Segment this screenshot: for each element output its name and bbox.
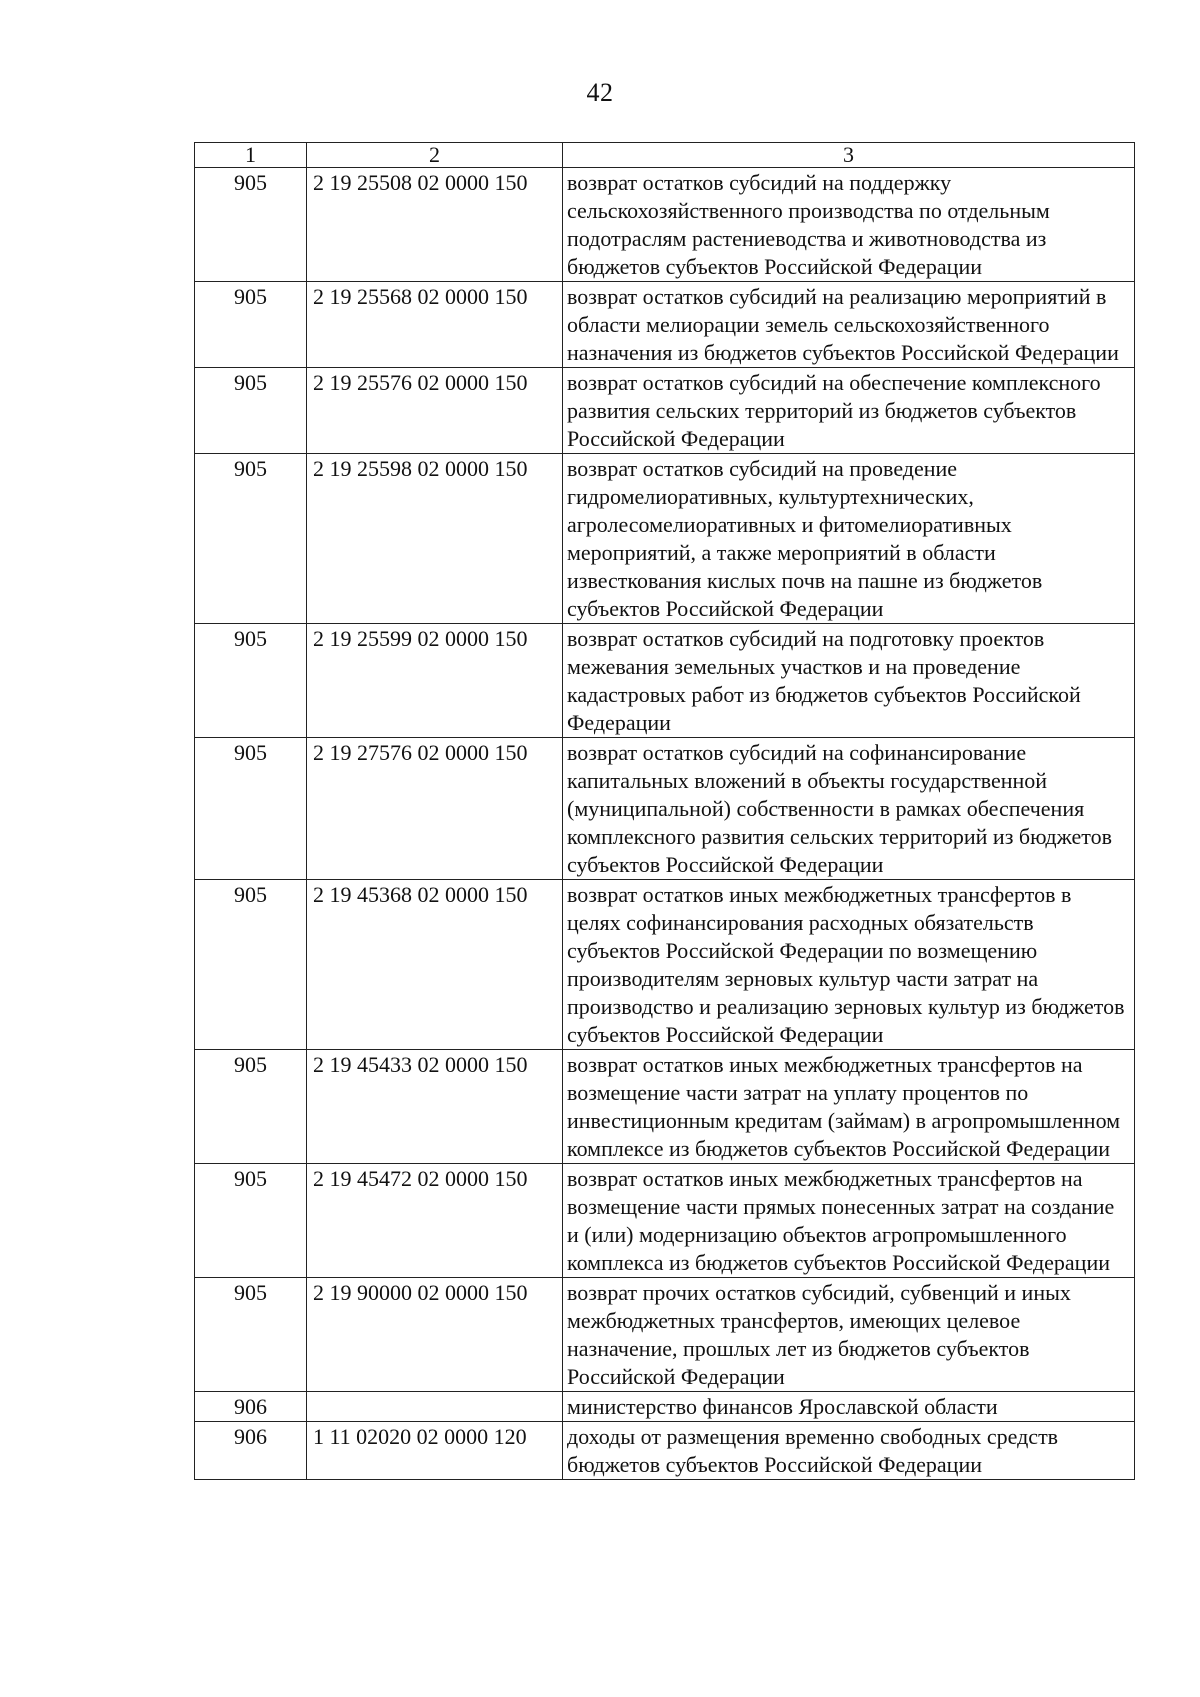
admin-code-cell: 905 bbox=[195, 624, 307, 738]
description-cell: возврат прочих остатков субсидий, субвенций и иных межбюджетных трансфертов, имеющих целевое назначение, прошлых лет из бюджетов субъектов Российской Федерации bbox=[563, 1278, 1135, 1392]
budget-code-cell: 2 19 45472 02 0000 150 bbox=[307, 1164, 563, 1278]
table-row bbox=[195, 1422, 1135, 1480]
admin-code-cell: 905 bbox=[195, 1050, 307, 1164]
budget-code-cell: 1 11 02020 02 0000 120 bbox=[307, 1422, 563, 1480]
table-row bbox=[195, 1392, 1135, 1422]
page-number: 42 bbox=[586, 78, 614, 107]
table-row bbox=[195, 880, 1135, 1050]
budget-codes-table-container bbox=[194, 142, 1134, 1480]
description-cell: возврат остатков субсидий на поддержку сельскохозяйственного производства по отдельным подотраслям растениеводства и животноводства из бюджетов субъектов Российской Федерации bbox=[563, 168, 1135, 282]
description-cell: возврат остатков субсидий на подготовку проектов межевания земельных участков и на проведение кадастровых работ из бюджетов субъектов Российской Федерации bbox=[563, 624, 1135, 738]
table-row bbox=[195, 624, 1135, 738]
admin-code-cell: 905 bbox=[195, 168, 307, 282]
admin-code-cell: 905 bbox=[195, 1164, 307, 1278]
description-cell: возврат остатков иных межбюджетных трансфертов на возмещение части прямых понесенных затрат на создание и (или) модернизацию объектов агропромышленного комплекса из бюджетов субъектов Российской Федерации bbox=[563, 1164, 1135, 1278]
table-header-row bbox=[195, 143, 1135, 168]
budget-code-cell: 2 19 45433 02 0000 150 bbox=[307, 1050, 563, 1164]
admin-code-cell: 905 bbox=[195, 1278, 307, 1392]
admin-code-cell: 905 bbox=[195, 454, 307, 624]
description-cell: возврат остатков иных межбюджетных трансфертов на возмещение части затрат на уплату процентов по инвестиционным кредитам (займам) в агропромышленном комплексе из бюджетов субъектов Российской Федерации bbox=[563, 1050, 1135, 1164]
description-cell: возврат остатков субсидий на обеспечение комплексного развития сельских территорий из бюджетов субъектов Российской Федерации bbox=[563, 368, 1135, 454]
column-header: 3 bbox=[563, 143, 1135, 168]
description-cell: возврат остатков субсидий на реализацию мероприятий в области мелиорации земель сельскохозяйственного назначения из бюджетов субъектов Российской Федерации bbox=[563, 282, 1135, 368]
budget-code-cell: 2 19 90000 02 0000 150 bbox=[307, 1278, 563, 1392]
budget-code-cell: 2 19 25599 02 0000 150 bbox=[307, 624, 563, 738]
admin-code-cell: 906 bbox=[195, 1422, 307, 1480]
table-row bbox=[195, 368, 1135, 454]
table-body bbox=[195, 143, 1135, 1480]
budget-code-cell: 2 19 25508 02 0000 150 bbox=[307, 168, 563, 282]
table-row bbox=[195, 454, 1135, 624]
admin-code-cell: 905 bbox=[195, 880, 307, 1050]
table-row bbox=[195, 738, 1135, 880]
description-cell: возврат остатков субсидий на софинансирование капитальных вложений в объекты государственной (муниципальной) собственности в рамках обеспечения комплексного развития сельских территорий из бюджетов субъектов Российской Федерации bbox=[563, 738, 1135, 880]
budget-code-cell: 2 19 25568 02 0000 150 bbox=[307, 282, 563, 368]
budget-code-cell: 2 19 25598 02 0000 150 bbox=[307, 454, 563, 624]
description-cell: возврат остатков субсидий на проведение гидромелиоративных, культуртехнических, агролесомелиоративных и фитомелиоративных мероприятий, а также мероприятий в области известкования кислых почв на пашне из бюджетов субъектов Российской Федерации bbox=[563, 454, 1135, 624]
table-row bbox=[195, 1278, 1135, 1392]
description-cell: возврат остатков иных межбюджетных трансфертов в целях софинансирования расходных обязательств субъектов Российской Федерации по возмещению производителям зерновых культур части затрат на производство и реализацию зерновых культур из бюджетов субъектов Российской Федерации bbox=[563, 880, 1135, 1050]
column-header: 2 bbox=[307, 143, 563, 168]
description-cell: доходы от размещения временно свободных средств бюджетов субъектов Российской Федерации bbox=[563, 1422, 1135, 1480]
admin-code-cell: 906 bbox=[195, 1392, 307, 1422]
budget-code-cell: 2 19 45368 02 0000 150 bbox=[307, 880, 563, 1050]
description-cell: министерство финансов Ярославской области bbox=[563, 1392, 1135, 1422]
table-row bbox=[195, 282, 1135, 368]
table-row bbox=[195, 1050, 1135, 1164]
budget-code-cell: 2 19 25576 02 0000 150 bbox=[307, 368, 563, 454]
admin-code-cell: 905 bbox=[195, 738, 307, 880]
budget-code-cell: 2 19 27576 02 0000 150 bbox=[307, 738, 563, 880]
admin-code-cell: 905 bbox=[195, 282, 307, 368]
column-header: 1 bbox=[195, 143, 307, 168]
table-row bbox=[195, 1164, 1135, 1278]
budget-codes-table bbox=[194, 142, 1135, 1480]
budget-code-cell bbox=[307, 1392, 563, 1422]
table-row bbox=[195, 168, 1135, 282]
admin-code-cell: 905 bbox=[195, 368, 307, 454]
